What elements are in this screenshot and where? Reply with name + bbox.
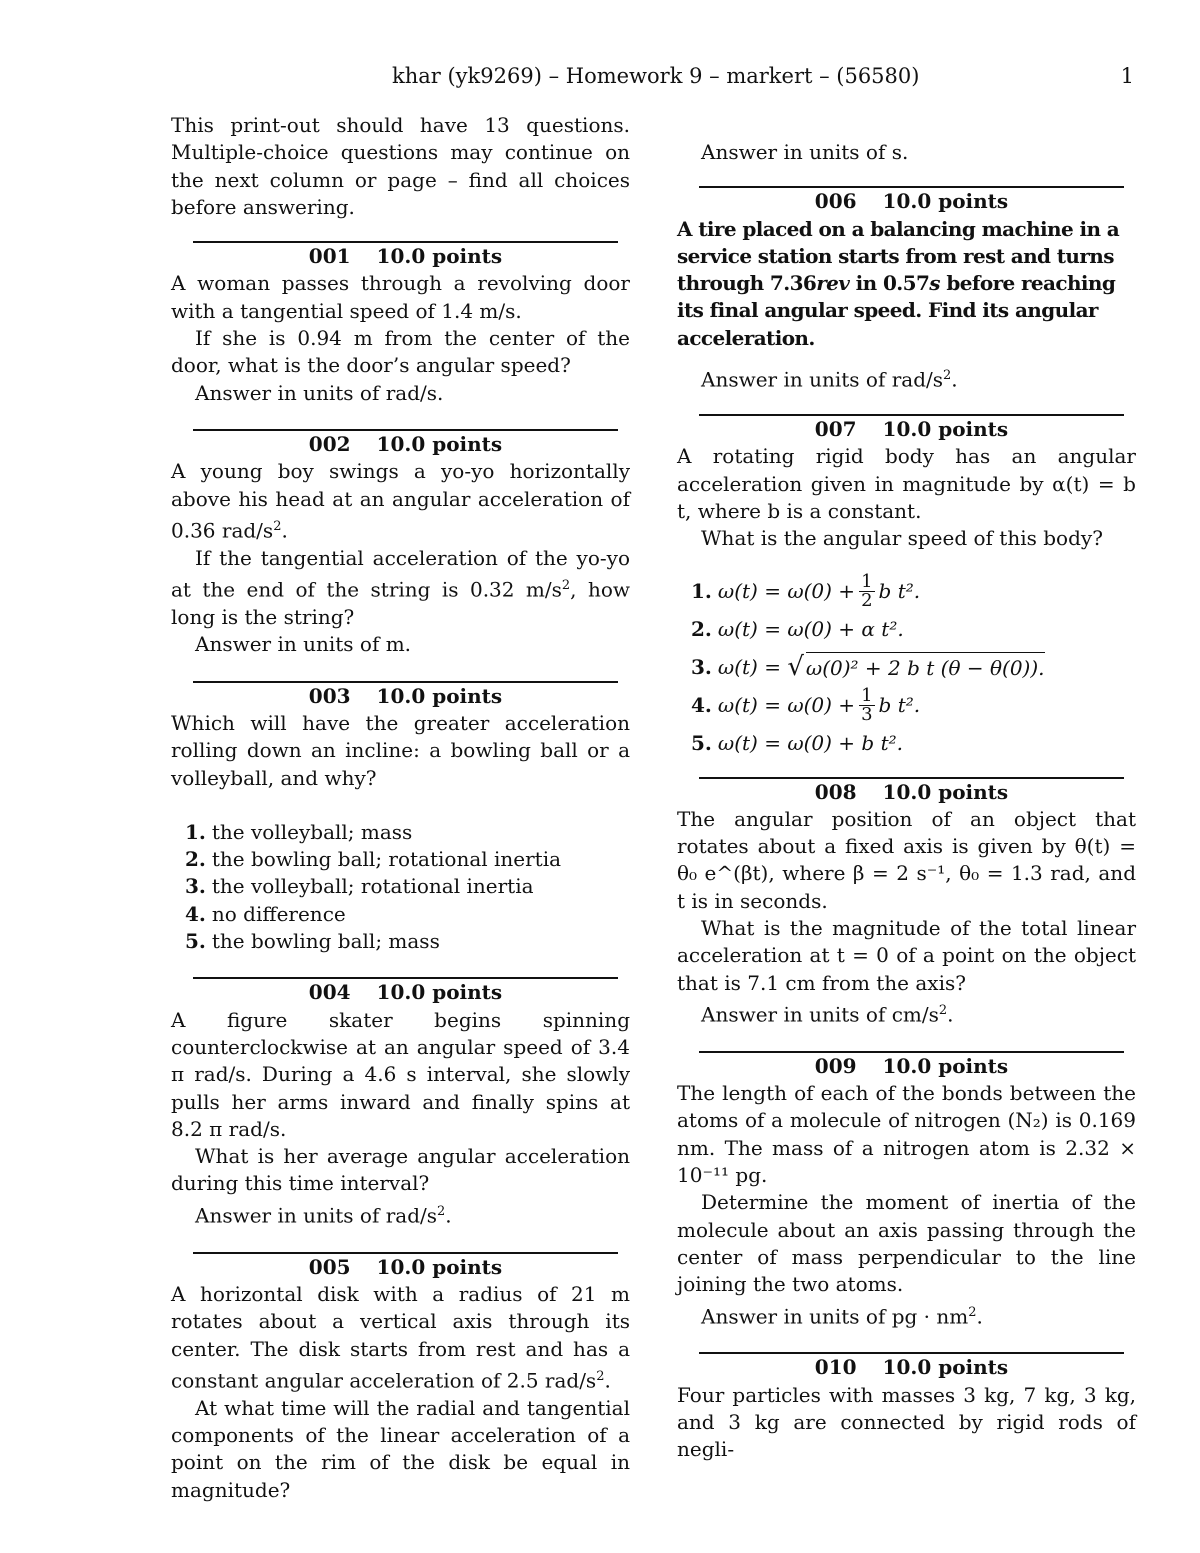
fraction: $\frac{1}{2}$ bbox=[861, 571, 873, 612]
page-number: 1 bbox=[1120, 64, 1134, 88]
question-007-text: A rotating rigid body has an angular acceleration given in magnitude by α(t) = b t, where b is a constant. bbox=[677, 444, 1136, 523]
question-004-answer-units: Answer in units of rad/$s^2$. bbox=[195, 1203, 452, 1228]
question-001-text: A woman passes through a revolving door with a tangential speed of 1.4 m/s. bbox=[171, 271, 630, 323]
choice-item[interactable]: 2. ω(t) = ω(0) + α t². bbox=[691, 616, 904, 641]
choice-item[interactable]: 1. the volleyball; mass bbox=[185, 819, 413, 844]
question-003-text: Which will have the greater acceleration rolling down an incline: a bowling ball or a volleyball, and why? bbox=[171, 710, 630, 790]
question-points: 10.0 points bbox=[376, 244, 503, 269]
question-006-answer-units: Answer in units of rad/$s^2$. bbox=[701, 367, 958, 392]
question-number: 006 bbox=[814, 189, 857, 214]
sqrt-icon: √ bbox=[787, 651, 804, 682]
choice-item[interactable]: 5. the bowling ball; mass bbox=[185, 929, 440, 954]
question-header-009 bbox=[677, 1053, 1136, 1080]
question-header-002 bbox=[171, 431, 630, 458]
question-007-prompt: What is the angular speed of this body? bbox=[701, 526, 1103, 551]
question-number: 005 bbox=[308, 1254, 351, 1279]
question-004-prompt: What is her average angular acceleration during this time interval? bbox=[171, 1144, 630, 1196]
question-header-010 bbox=[677, 1354, 1136, 1381]
question-number: 001 bbox=[308, 244, 351, 269]
question-points: 10.0 points bbox=[882, 1053, 1009, 1078]
question-009-answer-units: Answer in units of pg · $nm^2$. bbox=[701, 1304, 983, 1329]
question-007-choices bbox=[677, 573, 1136, 763]
question-number: 007 bbox=[814, 417, 857, 442]
question-points: 10.0 points bbox=[882, 1355, 1009, 1380]
question-points: 10.0 points bbox=[376, 980, 503, 1005]
question-header-006 bbox=[677, 188, 1136, 215]
question-number: 009 bbox=[814, 1053, 857, 1078]
question-008-text: The angular position of an object that rotates about a fixed axis is given by θ(t) = θ₀ e^(βt), where β = 2 s⁻¹, θ₀ = 1.3 rad, and t is in seconds. bbox=[677, 806, 1136, 913]
page-header bbox=[0, 64, 1200, 94]
question-003-choices bbox=[171, 819, 630, 955]
question-points: 10.0 points bbox=[376, 683, 503, 708]
question-009-prompt: Determine the moment of inertia of the molecule about an axis passing through the center of mass perpendicular to the line joining the two atoms. bbox=[677, 1190, 1136, 1297]
choice-item[interactable]: 5. ω(t) = ω(0) + b t². bbox=[691, 730, 903, 755]
choice-item[interactable]: 4. no difference bbox=[185, 901, 346, 926]
question-header-001 bbox=[171, 243, 630, 270]
question-008-prompt: What is the magnitude of the total linear acceleration at t = 0 of a point on the object that is 7.1 cm from the axis? bbox=[677, 916, 1136, 995]
question-010-text: Four particles with masses 3 kg, 7 kg, 3 kg, and 3 kg are connected by rigid rods of negli- bbox=[677, 1382, 1136, 1462]
question-009-text: The length of each of the bonds between the atoms of a molecule of nitrogen (N₂) is 0.169 nm. The mass of a nitrogen atom is 2.32 × 10⁻¹¹ pg. bbox=[677, 1081, 1136, 1188]
question-008-answer-units: Answer in units of $cm/s^2$. bbox=[701, 1002, 954, 1027]
question-001-answer-units: Answer in units of rad/s. bbox=[195, 380, 444, 405]
question-006-text: A tire placed on a balancing machine in a service station starts from rest and turns through 7.36rev in 0.57s before reaching its final angular speed. Find its angular acceleration. bbox=[677, 216, 1120, 350]
choice-item[interactable]: 4. ω(t) = ω(0) + $\frac{1}{3}$ b t². bbox=[691, 685, 921, 726]
question-002-answer-units: Answer in units of m. bbox=[195, 632, 412, 657]
question-005-text: A horizontal disk with a radius of 21 m rotates about a vertical axis through its center. The disk starts from rest and has a constant angular acceleration of 2.5 rad/$s^2$. bbox=[171, 1281, 630, 1393]
question-points: 10.0 points bbox=[376, 431, 503, 456]
question-number: 003 bbox=[308, 683, 351, 708]
question-points: 10.0 points bbox=[882, 779, 1009, 804]
left-column bbox=[171, 112, 630, 1504]
question-001-prompt: If she is 0.94 m from the center of the door, what is the door’s angular speed? bbox=[171, 326, 630, 378]
question-points: 10.0 points bbox=[376, 1254, 503, 1279]
question-005-prompt: At what time will the radial and tangential components of the linear acceleration of a point on the rim of the disk be equal in magnitude? bbox=[171, 1395, 630, 1502]
intro-text: This print-out should have 13 questions. Multiple-choice questions may continue on the next column or page – find all choices before answering. bbox=[171, 113, 630, 219]
choice-item[interactable]: 3. the volleyball; rotational inertia bbox=[185, 874, 534, 899]
question-002-text: A young boy swings a yo-yo horizontally above his head at an angular acceleration of 0.36 rad/$s^2$. bbox=[171, 459, 630, 543]
question-002-prompt: If the tangential acceleration of the yo-yo at the end of the string is 0.32 $m/s^2$, how long is the string? bbox=[171, 545, 630, 630]
choice-item[interactable]: 3. ω(t) = √ ω(0)² + 2 b t (θ − θ(0)). bbox=[691, 651, 1045, 682]
question-header-007 bbox=[677, 416, 1136, 443]
question-header-004 bbox=[171, 979, 630, 1006]
question-number: 010 bbox=[814, 1355, 857, 1380]
question-points: 10.0 points bbox=[882, 189, 1009, 214]
question-header-003 bbox=[171, 683, 630, 710]
question-004-text: A figure skater begins spinning counterclockwise at an angular speed of 3.4 π rad/s. During a 4.6 s interval, she slowly pulls her arms inward and finally spins at 8.2 π rad/s. bbox=[171, 1007, 630, 1141]
question-header-008 bbox=[677, 779, 1136, 806]
question-points: 10.0 points bbox=[882, 417, 1009, 442]
question-number: 002 bbox=[308, 431, 351, 456]
right-column bbox=[677, 112, 1136, 1464]
fraction: $\frac{1}{3}$ bbox=[861, 685, 873, 726]
choice-item[interactable]: 2. the bowling ball; rotational inertia bbox=[185, 847, 562, 872]
question-005-answer-units: Answer in units of s. bbox=[701, 140, 909, 164]
choice-item[interactable]: 1. ω(t) = ω(0) + $\frac{1}{2}$ b t². bbox=[691, 571, 921, 612]
question-number: 008 bbox=[814, 779, 857, 804]
header-title: khar (yk9269) – Homework 9 – markert – (56580) bbox=[392, 64, 920, 88]
question-number: 004 bbox=[308, 980, 351, 1005]
question-header-005 bbox=[171, 1254, 630, 1281]
